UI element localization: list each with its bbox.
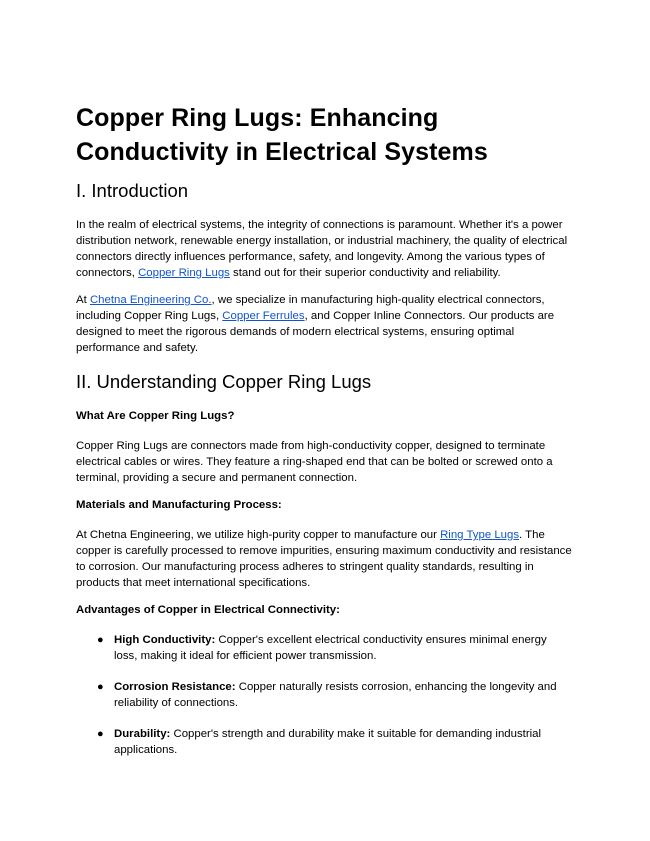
bullet-icon: ●: [97, 634, 104, 646]
subheading-what-are: What Are Copper Ring Lugs?: [76, 410, 235, 422]
intro-p1-text-a: In the realm of electrical systems, the integrity of connections is paramount. Whether it's a power distribution network, renewable energy installation, or industrial machinery, the quality of electrical connectors directly influences performance, safety, and longevity. Among the various types of connectors,: [76, 219, 568, 279]
definition-paragraph: Copper Ring Lugs are connectors made from high-conductivity copper, designed to terminate electrical cables or wires. They feature a ring-shaped end that can be bolted or screwed onto a terminal, providing a secure and permanent connection.: [76, 440, 553, 484]
intro-p2-text-c: , and Copper Inline Connectors. Our products are designed to meet the rigorous demands of modern electrical systems, ensuring optimal performance and safety.: [76, 310, 555, 354]
page-title: Copper Ring Lugs: Enhancing Conductivity in Electrical Systems: [76, 104, 488, 166]
list-item-text: Copper's excellent electrical conductivity ensures minimal energy loss, making it ideal for efficient power transmission.: [114, 634, 547, 662]
list-item-text: Copper naturally resists corrosion, enhancing the longevity and reliability of connections.: [114, 681, 557, 709]
chetna-engineering-link[interactable]: Chetna Engineering Co.: [89, 294, 212, 306]
section-heading-understanding: II. Understanding Copper Ring Lugs: [76, 371, 372, 392]
advantages-list: [76, 632, 572, 758]
intro-p1-text-b: stand out for their superior conductivity and reliability.: [229, 267, 501, 279]
list-item: [76, 679, 572, 711]
list-item-label: Durability:: [114, 728, 171, 740]
intro-p2-text-a: At: [76, 294, 90, 306]
list-item-label: High Conductivity:: [114, 634, 216, 646]
intro-p2-text-b: , we specialize in manufacturing high-quality electrical connectors, including Copper Ring Lugs,: [76, 294, 545, 322]
section-heading-introduction: I. Introduction: [76, 180, 189, 201]
intro-paragraph-2: [76, 292, 572, 356]
list-item-label: Corrosion Resistance:: [114, 681, 236, 693]
materials-paragraph: [76, 527, 572, 591]
copper-ferrules-link[interactable]: Copper Ferrules: [222, 310, 305, 322]
document-page: [76, 101, 572, 773]
ring-type-lugs-link[interactable]: Ring Type Lugs: [440, 529, 520, 541]
copper-ring-lugs-link[interactable]: Copper Ring Lugs: [138, 267, 230, 279]
subheading-advantages: Advantages of Copper in Electrical Connectivity:: [76, 604, 340, 616]
bullet-icon: ●: [97, 681, 104, 693]
intro-paragraph-1: [76, 217, 572, 281]
materials-text-a: At Chetna Engineering, we utilize high-purity copper to manufacture our: [76, 529, 441, 541]
list-item-text: Copper's strength and durability make it suitable for demanding industrial applications.: [114, 728, 542, 756]
subheading-materials: Materials and Manufacturing Process:: [76, 499, 282, 511]
list-item: [76, 632, 572, 664]
bullet-icon: ●: [97, 728, 104, 740]
materials-text-b: . The copper is carefully processed to remove impurities, ensuring maximum conductivity and resistance to corrosion. Our manufacturing process adheres to stringent quality standards, resulting in products that meet international specifications.: [76, 529, 572, 589]
list-item: [76, 726, 572, 758]
